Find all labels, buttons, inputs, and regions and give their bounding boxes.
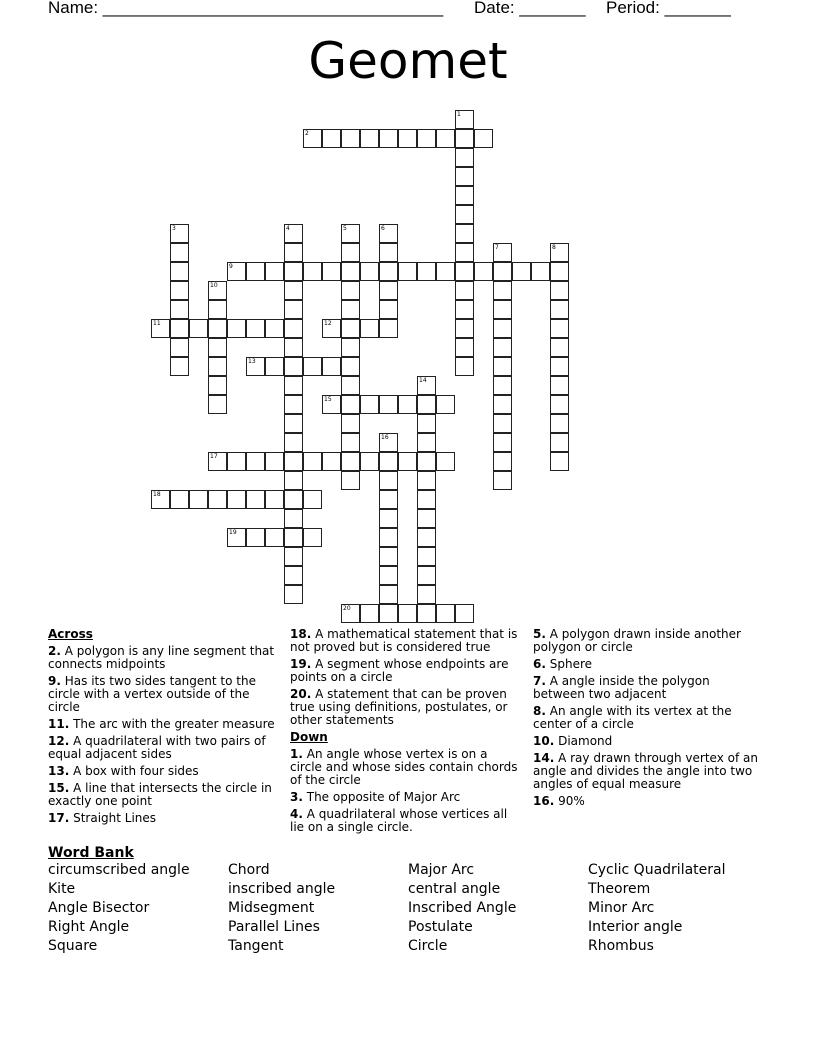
word-bank-word: Angle Bisector	[48, 900, 150, 916]
word-bank-title: Word Bank	[48, 845, 134, 861]
crossword-cell[interactable]	[493, 338, 512, 357]
clue-across-17: 17. Straight Lines	[48, 811, 157, 825]
crossword-cell[interactable]	[550, 281, 569, 300]
crossword-cell[interactable]	[550, 433, 569, 452]
crossword-cell[interactable]	[455, 243, 474, 262]
crossword-cell[interactable]	[417, 490, 436, 509]
crossword-cell[interactable]	[417, 433, 436, 452]
crossword-cell[interactable]	[341, 129, 360, 148]
clue-number-label: 2	[305, 130, 309, 137]
crossword-cell[interactable]	[493, 471, 512, 490]
crossword-cell[interactable]	[246, 319, 265, 338]
crossword-cell[interactable]	[379, 300, 398, 319]
crossword-cell[interactable]	[189, 319, 208, 338]
crossword-cell[interactable]	[170, 319, 189, 338]
crossword-cell[interactable]	[417, 566, 436, 585]
clues-col2	[290, 628, 518, 838]
crossword-cell[interactable]	[398, 129, 417, 148]
word-bank-word: Interior angle	[588, 919, 683, 935]
clue-number-label: 10	[210, 282, 218, 289]
down-heading: Down	[290, 730, 328, 744]
clue-down-10: 10. Diamond	[533, 734, 613, 748]
crossword-cell[interactable]	[208, 300, 227, 319]
crossword-cell[interactable]	[379, 471, 398, 490]
crossword-cell[interactable]	[265, 357, 284, 376]
crossword-cell[interactable]	[284, 433, 303, 452]
crossword-cell[interactable]	[341, 376, 360, 395]
crossword-cell[interactable]	[170, 243, 189, 262]
crossword-cell[interactable]	[417, 528, 436, 547]
crossword-cell[interactable]	[417, 395, 436, 414]
crossword-cell[interactable]	[455, 186, 474, 205]
clue-number-label: 19	[229, 529, 237, 536]
word-bank-word: Right Angle	[48, 919, 130, 935]
crossword-cell[interactable]	[341, 414, 360, 433]
clue-number-label: 16	[381, 434, 389, 441]
clue-down-7: 7. A angle inside the polygon between two adjacent	[533, 674, 710, 701]
word-bank-word: Square	[48, 938, 98, 954]
crossword-cell[interactable]	[284, 338, 303, 357]
crossword-cell[interactable]	[398, 262, 417, 281]
clue-across-2: 2. A polygon is any line segment that connects midpoints	[48, 644, 275, 671]
word-bank-word: Tangent	[228, 938, 284, 954]
word-bank-word: Circle	[408, 938, 448, 954]
word-bank-word: Parallel Lines	[228, 919, 320, 935]
crossword-cell[interactable]	[265, 452, 284, 471]
crossword-cell[interactable]	[550, 338, 569, 357]
crossword-cell[interactable]	[455, 205, 474, 224]
crossword-cell[interactable]	[208, 319, 227, 338]
crossword-cell[interactable]	[455, 224, 474, 243]
clue-across-11: 11. The arc with the greater measure	[48, 717, 275, 731]
crossword-cell[interactable]	[284, 262, 303, 281]
crossword-cell[interactable]	[493, 319, 512, 338]
word-bank-word: Major Arc	[408, 862, 475, 878]
crossword-cell[interactable]	[322, 357, 341, 376]
crossword-cell[interactable]	[170, 281, 189, 300]
word-bank-word: Theorem	[588, 881, 651, 897]
crossword-cell[interactable]	[341, 395, 360, 414]
clue-down-5: 5. A polygon drawn inside another polygon or circle	[533, 627, 741, 654]
crossword-cell[interactable]	[170, 357, 189, 376]
crossword-cell[interactable]	[341, 243, 360, 262]
crossword-cell[interactable]	[322, 262, 341, 281]
crossword-cell[interactable]	[189, 490, 208, 509]
clue-number-label: 13	[248, 358, 256, 365]
crossword-cell[interactable]	[531, 262, 550, 281]
crossword-cell[interactable]	[341, 281, 360, 300]
across-clues-col1	[48, 628, 276, 829]
crossword-cell[interactable]	[284, 547, 303, 566]
clue-down-1: 1. An angle whose vertex is on a circle and whose sides contain chords of the circle	[290, 747, 518, 787]
crossword-cell[interactable]	[550, 319, 569, 338]
clue-down-8: 8. An angle with its vertex at the center of a circle	[533, 704, 732, 731]
crossword-cell[interactable]	[550, 452, 569, 471]
crossword-cell[interactable]	[417, 414, 436, 433]
crossword-cell[interactable]	[398, 452, 417, 471]
crossword-cell[interactable]	[379, 243, 398, 262]
crossword-cell[interactable]	[550, 376, 569, 395]
crossword-cell[interactable]	[455, 167, 474, 186]
crossword-cell[interactable]	[227, 490, 246, 509]
crossword-cell[interactable]	[493, 395, 512, 414]
crossword-cell[interactable]	[379, 262, 398, 281]
crossword-cell[interactable]	[512, 262, 531, 281]
crossword-cell[interactable]	[417, 604, 436, 623]
clue-across-18: 18. A mathematical statement that is not proved but is considered true	[290, 627, 518, 654]
page-title: Geomet	[308, 32, 508, 90]
crossword-cell[interactable]	[284, 566, 303, 585]
clue-number-label: 4	[286, 225, 290, 232]
clue-across-19: 19. A segment whose endpoints are points on a circle	[290, 657, 509, 684]
crossword-cell[interactable]	[379, 566, 398, 585]
clue-number-label: 14	[419, 377, 427, 384]
crossword-cell[interactable]	[303, 357, 322, 376]
crossword-cell[interactable]	[322, 129, 341, 148]
crossword-cell[interactable]	[550, 357, 569, 376]
crossword-cell[interactable]	[303, 262, 322, 281]
crossword-cell[interactable]	[170, 490, 189, 509]
period-field[interactable]: Period: _______	[606, 0, 731, 17]
crossword-cell[interactable]	[436, 262, 455, 281]
crossword-cell[interactable]	[379, 395, 398, 414]
crossword-cell[interactable]	[417, 471, 436, 490]
clue-number-label: 7	[495, 244, 499, 251]
crossword-cell[interactable]	[284, 490, 303, 509]
crossword-cell[interactable]	[493, 414, 512, 433]
word-bank-word: Cyclic Quadrilateral	[588, 862, 726, 878]
clue-across-20: 20. A statement that can be proven true using definitions, postulates, or other statements	[290, 687, 508, 727]
crossword-cell[interactable]	[341, 433, 360, 452]
crossword-cell[interactable]	[303, 490, 322, 509]
crossword-cell[interactable]	[284, 585, 303, 604]
crossword-cell[interactable]	[379, 129, 398, 148]
clue-down-4: 4. A quadrilateral whose vertices all lie on a single circle.	[290, 807, 508, 834]
crossword-cell[interactable]	[170, 300, 189, 319]
clue-across-12: 12. A quadrilateral with two pairs of equal adjacent sides	[48, 734, 266, 761]
date-field[interactable]: Date: _______	[474, 0, 586, 17]
crossword-cell[interactable]	[246, 490, 265, 509]
crossword-cell[interactable]	[493, 262, 512, 281]
crossword-cell[interactable]	[341, 471, 360, 490]
crossword-cell[interactable]	[303, 452, 322, 471]
crossword-cell[interactable]	[284, 243, 303, 262]
crossword-cell[interactable]	[208, 490, 227, 509]
crossword-cell[interactable]	[360, 395, 379, 414]
clue-number-label: 20	[343, 605, 351, 612]
crossword-cell[interactable]	[360, 319, 379, 338]
crossword-cell[interactable]	[284, 319, 303, 338]
crossword-cell[interactable]	[265, 319, 284, 338]
crossword-cell[interactable]	[550, 414, 569, 433]
crossword-cell[interactable]	[455, 604, 474, 623]
crossword-cell[interactable]	[246, 452, 265, 471]
crossword-cell[interactable]	[550, 395, 569, 414]
crossword-cell[interactable]	[341, 338, 360, 357]
crossword-cell[interactable]	[265, 528, 284, 547]
word-bank-word: Chord	[228, 862, 270, 878]
crossword-cell[interactable]	[379, 547, 398, 566]
crossword-cell[interactable]	[550, 262, 569, 281]
crossword-cell[interactable]	[284, 281, 303, 300]
crossword-cell[interactable]	[379, 528, 398, 547]
crossword-cell[interactable]	[379, 604, 398, 623]
crossword-cell[interactable]	[284, 357, 303, 376]
clue-number-label: 5	[343, 225, 347, 232]
clue-across-13: 13. A box with four sides	[48, 764, 199, 778]
crossword-cell[interactable]	[474, 262, 493, 281]
crossword-cell[interactable]	[550, 300, 569, 319]
clue-number-label: 1	[457, 111, 461, 118]
crossword-cell[interactable]	[398, 395, 417, 414]
crossword-cell[interactable]	[341, 452, 360, 471]
clue-number-label: 8	[552, 244, 556, 251]
word-bank-word: circumscribed angle	[48, 862, 190, 878]
crossword-cell[interactable]	[265, 490, 284, 509]
crossword-cell[interactable]	[360, 262, 379, 281]
crossword-cell[interactable]	[417, 452, 436, 471]
crossword-cell[interactable]	[493, 357, 512, 376]
crossword-cell[interactable]	[360, 604, 379, 623]
word-bank-word: central angle	[408, 881, 501, 897]
crossword-cell[interactable]	[493, 376, 512, 395]
clue-number-label: 6	[381, 225, 385, 232]
clue-down-16: 16. 90%	[533, 794, 585, 808]
crossword-cell[interactable]	[474, 129, 493, 148]
crossword-cell[interactable]	[341, 357, 360, 376]
crossword-cell[interactable]	[284, 509, 303, 528]
crossword-cell[interactable]	[284, 471, 303, 490]
word-bank-word: Kite	[48, 881, 76, 897]
crossword-cell[interactable]	[379, 509, 398, 528]
clue-down-6: 6. Sphere	[533, 657, 593, 671]
crossword-cell[interactable]	[284, 528, 303, 547]
crossword-cell[interactable]	[303, 528, 322, 547]
crossword-cell[interactable]	[246, 528, 265, 547]
crossword-cell[interactable]	[436, 395, 455, 414]
crossword-cell[interactable]	[493, 452, 512, 471]
word-bank-word: inscribed angle	[228, 881, 336, 897]
word-bank-word: Minor Arc	[588, 900, 655, 916]
crossword-cell[interactable]	[379, 281, 398, 300]
clue-number-label: 17	[210, 453, 218, 460]
down-clues-col3	[533, 628, 761, 812]
crossword-cell[interactable]	[170, 262, 189, 281]
crossword-cell[interactable]	[455, 319, 474, 338]
crossword-cell[interactable]	[455, 357, 474, 376]
crossword-cell[interactable]	[246, 262, 265, 281]
crossword-cell[interactable]	[455, 148, 474, 167]
crossword-cell[interactable]	[436, 452, 455, 471]
crossword-cell[interactable]	[360, 452, 379, 471]
clue-number-label: 3	[172, 225, 176, 232]
crossword-cell[interactable]	[455, 338, 474, 357]
across-heading: Across	[48, 627, 93, 641]
crossword-cell[interactable]	[455, 262, 474, 281]
word-bank-word: Inscribed Angle	[408, 900, 517, 916]
clue-across-15: 15. A line that intersects the circle in exactly one point	[48, 781, 272, 808]
crossword-cell[interactable]	[436, 129, 455, 148]
clue-number-label: 15	[324, 396, 332, 403]
crossword-cell[interactable]	[341, 262, 360, 281]
crossword-cell[interactable]	[208, 338, 227, 357]
crossword-cell[interactable]	[493, 433, 512, 452]
crossword-cell[interactable]	[284, 414, 303, 433]
crossword-cell[interactable]	[227, 319, 246, 338]
name-field[interactable]: Name: ____________________________________	[48, 0, 444, 17]
clue-across-9: 9. Has its two sides tangent to the circle with a vertex outside of the circle	[48, 674, 256, 714]
crossword-cell[interactable]	[379, 490, 398, 509]
crossword-cell[interactable]	[417, 129, 436, 148]
crossword-cell[interactable]	[284, 395, 303, 414]
crossword-cell[interactable]	[341, 319, 360, 338]
crossword-cell[interactable]	[379, 319, 398, 338]
crossword-cell[interactable]	[455, 129, 474, 148]
crossword-cell[interactable]	[227, 452, 246, 471]
clue-down-14: 14. A ray drawn through vertex of an angle and divides the angle into two angles of equal measure	[533, 751, 758, 791]
crossword-cell[interactable]	[360, 129, 379, 148]
crossword-cell[interactable]	[322, 452, 341, 471]
word-bank-word: Rhombus	[588, 938, 654, 954]
word-bank-word: Midsegment	[228, 900, 315, 916]
crossword-cell[interactable]	[417, 547, 436, 566]
crossword-cell[interactable]	[208, 357, 227, 376]
crossword-cell[interactable]	[493, 300, 512, 319]
crossword-cell[interactable]	[265, 262, 284, 281]
crossword-cell[interactable]	[417, 585, 436, 604]
clue-down-3: 3. The opposite of Major Arc	[290, 790, 461, 804]
crossword-cell[interactable]	[379, 452, 398, 471]
crossword-cell[interactable]	[455, 300, 474, 319]
clue-number-label: 18	[153, 491, 161, 498]
crossword-cell[interactable]	[398, 604, 417, 623]
crossword-cell[interactable]	[493, 281, 512, 300]
crossword-cell[interactable]	[341, 300, 360, 319]
crossword-cell[interactable]	[284, 452, 303, 471]
crossword-cell[interactable]	[379, 585, 398, 604]
crossword-cell[interactable]	[284, 376, 303, 395]
crossword-cell[interactable]	[284, 300, 303, 319]
crossword-cell[interactable]	[455, 281, 474, 300]
crossword-cell[interactable]	[417, 262, 436, 281]
clue-number-label: 9	[229, 263, 233, 270]
crossword-cell[interactable]	[208, 395, 227, 414]
clue-number-label: 12	[324, 320, 332, 327]
crossword-cell[interactable]	[208, 376, 227, 395]
crossword-cell[interactable]	[170, 338, 189, 357]
crossword-cell[interactable]	[417, 509, 436, 528]
clue-number-label: 11	[153, 320, 161, 327]
crossword-cell[interactable]	[436, 604, 455, 623]
word-bank-word: Postulate	[408, 919, 473, 935]
